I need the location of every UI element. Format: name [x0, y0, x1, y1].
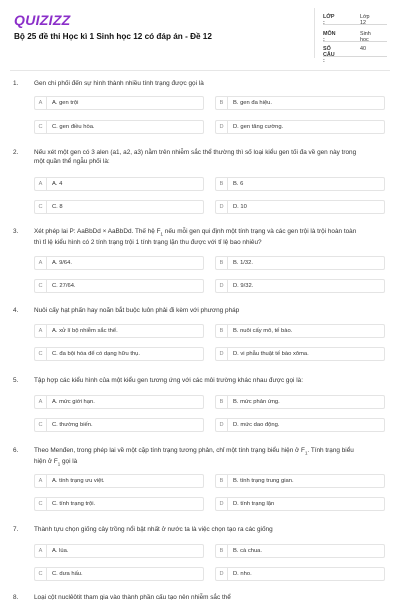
option-text: A. lúa.: [52, 548, 69, 554]
question-number: 2.: [13, 149, 19, 156]
option-letter: A: [35, 178, 47, 190]
option-text: B. 6: [233, 181, 244, 187]
question-text: Nếu xét một gen có 3 alen (a1, a2, a3) nằm trên nhiễm sắc thể thường thì số loại kiểu gen tối đa về gen này trong một quần thể ngẫu phối là:: [34, 149, 357, 165]
question-number: 5.: [13, 377, 19, 384]
meta-underline: [323, 56, 387, 57]
option-letter: D: [216, 121, 228, 133]
question-text: Tập hợp các kiểu hình của một kiểu gen tương ứng với các môi trường khác nhau được gọi là:: [34, 377, 303, 384]
option-a[interactable]: [34, 256, 204, 270]
question-number: 4.: [13, 307, 19, 314]
option-letter: C: [35, 280, 47, 292]
option-text: D. 9/32.: [233, 283, 254, 289]
option-text: A. tính trạng ưu việt.: [52, 478, 105, 484]
option-c[interactable]: [34, 497, 204, 511]
option-letter: A: [35, 475, 47, 487]
option-d[interactable]: [215, 418, 385, 432]
option-d[interactable]: [215, 347, 385, 361]
question-number: 6.: [13, 447, 19, 454]
option-letter: A: [35, 325, 47, 337]
option-letter: A: [35, 257, 47, 269]
meta-label: SỐ CÂU :: [323, 46, 335, 64]
option-letter: C: [35, 498, 47, 510]
option-letter: A: [35, 545, 47, 557]
meta-value: Lớp 12: [360, 14, 370, 26]
option-c[interactable]: [34, 418, 204, 432]
option-b[interactable]: [215, 256, 385, 270]
option-letter: C: [35, 568, 47, 580]
option-letter: A: [35, 396, 47, 408]
option-text: B. tính trạng trung gian.: [233, 478, 294, 484]
option-letter: B: [216, 97, 228, 109]
question-number: 7.: [13, 526, 19, 533]
option-c[interactable]: [34, 347, 204, 361]
worksheet-header: [0, 0, 400, 66]
meta-label: MÔN :: [323, 31, 336, 43]
option-b[interactable]: [215, 474, 385, 488]
option-letter: B: [216, 178, 228, 190]
option-d[interactable]: [215, 120, 385, 134]
option-text: A. xử lí bộ nhiễm sắc thể.: [52, 328, 118, 334]
option-text: C. thường biến.: [52, 422, 93, 428]
meta-underline: [323, 41, 387, 42]
option-text: C. đa bội hóa để có dạng hữu thụ.: [52, 351, 141, 357]
option-text: B. 1/32.: [233, 260, 253, 266]
option-letter: D: [216, 419, 228, 431]
option-a[interactable]: [34, 177, 204, 191]
option-text: A. 9/64.: [52, 260, 72, 266]
option-letter: B: [216, 545, 228, 557]
option-c[interactable]: [34, 200, 204, 214]
option-text: A. mức giới hạn.: [52, 399, 95, 405]
option-letter: B: [216, 396, 228, 408]
option-text: C. tính trạng trội.: [52, 501, 96, 507]
option-letter: D: [216, 498, 228, 510]
option-text: D. gen tăng cường.: [233, 124, 284, 130]
question-text: Gen chi phối đến sự hình thành nhiều tính trạng được gọi là: [34, 80, 204, 87]
option-b[interactable]: [215, 544, 385, 558]
option-b[interactable]: [215, 96, 385, 110]
option-a[interactable]: [34, 96, 204, 110]
option-text: C. 27/64.: [52, 283, 76, 289]
option-a[interactable]: [34, 544, 204, 558]
option-letter: C: [35, 201, 47, 213]
option-text: D. tính trạng lặn: [233, 501, 275, 507]
option-a[interactable]: [34, 474, 204, 488]
meta-value: 40: [360, 46, 366, 52]
option-d[interactable]: [215, 567, 385, 581]
option-text: A. 4: [52, 181, 63, 187]
option-text: C. 8: [52, 204, 63, 210]
option-d[interactable]: [215, 279, 385, 293]
option-text: A. gen trội: [52, 100, 79, 106]
option-c[interactable]: [34, 120, 204, 134]
option-b[interactable]: [215, 324, 385, 338]
option-letter: D: [216, 568, 228, 580]
option-text: D. vi phẫu thuật tế bào xôma.: [233, 351, 309, 357]
option-text: D. mức dao động.: [233, 422, 280, 428]
option-text: B. gen đa hiệu.: [233, 100, 272, 106]
question-number: 3.: [13, 228, 19, 235]
header-divider: [314, 8, 315, 58]
question-text: Xét phép lai P: AaBbDd × AaBbDd. Thế hệ $F_1$ nếu mỗi gen qui định một tính trạng và các gen trội là trội hoàn toàn thì tỉ lệ kiểu hình có 2 tính trạng trội 1 tính trạng lặn thu được với tỉ lệ bao nhiêu?: [34, 228, 357, 246]
meta-label: LỚP :: [323, 14, 335, 26]
question-text: Thành tựu chọn giống cây trồng nổi bật nhất ở nước ta là việc chọn tạo ra các giống: [34, 526, 273, 533]
option-a[interactable]: [34, 395, 204, 409]
meta-value: Sinh học: [360, 31, 371, 43]
option-c[interactable]: [34, 567, 204, 581]
option-letter: D: [216, 348, 228, 360]
option-letter: C: [35, 121, 47, 133]
quizizz-logo: QUIZIZZ: [14, 12, 71, 28]
page-title: Bộ 25 đề thi Học kì 1 Sinh học 12 có đáp án - Đề 12: [14, 32, 212, 41]
question-text: Loại cột nuclêôtit tham gia vào thành phần cấu tạo nên nhiễm sắc thể: [34, 594, 231, 600]
option-text: C. gen điều hòa.: [52, 124, 95, 130]
option-a[interactable]: [34, 324, 204, 338]
option-text: D. nho.: [233, 571, 252, 577]
option-letter: A: [35, 97, 47, 109]
option-text: B. cà chua.: [233, 548, 263, 554]
option-d[interactable]: [215, 497, 385, 511]
option-letter: B: [216, 325, 228, 337]
option-text: B. mức phản ứng.: [233, 399, 280, 405]
option-text: C. dưa hấu.: [52, 571, 83, 577]
question-text: Theo Menđen, trong phép lai về một cặp tính trạng tương phản, chỉ một tính trạng biểu hiện ở $F_1$. Tính trạng biểu hiện ở $F_1$ gọi là: [34, 447, 354, 467]
option-letter: B: [216, 475, 228, 487]
option-letter: B: [216, 257, 228, 269]
option-text: B. nuôi cấy mô, tế bào.: [233, 328, 293, 334]
option-text: D. 10: [233, 204, 247, 210]
option-b[interactable]: [215, 177, 385, 191]
header-separator: [10, 70, 390, 71]
meta-underline: [323, 24, 387, 25]
option-letter: D: [216, 280, 228, 292]
option-d[interactable]: [215, 200, 385, 214]
option-letter: C: [35, 419, 47, 431]
option-c[interactable]: [34, 279, 204, 293]
option-letter: C: [35, 348, 47, 360]
question-number: 1.: [13, 80, 19, 87]
question-text: Nuôi cấy hạt phấn hay noãn bắt buộc luôn phải đi kèm với phương pháp: [34, 307, 240, 314]
option-b[interactable]: [215, 395, 385, 409]
question-number: 8.: [13, 594, 19, 600]
option-letter: D: [216, 201, 228, 213]
